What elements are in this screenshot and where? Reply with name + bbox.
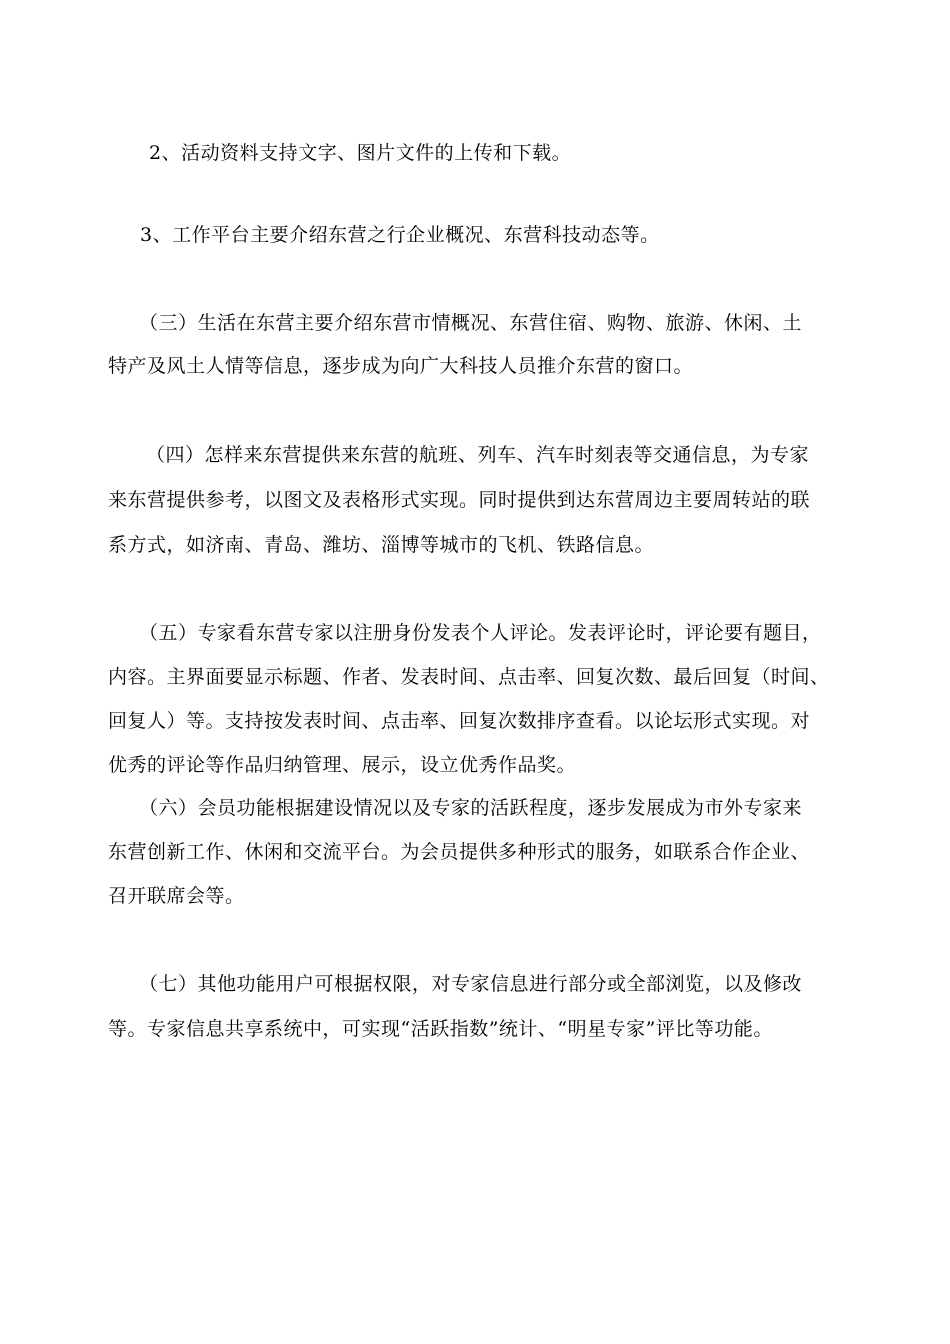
paragraph-4-line-1: （四）怎样来东营提供来东营的航班、列车、汽车时刻表等交通信息，为专家 [146, 444, 810, 466]
paragraph-6-line-2: 东营创新工作、休闲和交流平台。为会员提供多种形式的服务，如联系合作企业、 [108, 841, 811, 863]
paragraph-6-line-1: （六）会员功能根据建设情况以及专家的活跃程度，逐步发展成为市外专家来 [139, 797, 803, 819]
paragraph-3-line-2: 特产及风土人情等信息，逐步成为向广大科技人员推介东营的窗口。 [108, 355, 694, 377]
paragraph-5-line-4: 优秀的评论等作品归纳管理、展示，设立优秀作品奖。 [108, 754, 577, 776]
paragraph-1-line-1: 2、活动资料支持文字、图片文件的上传和下载。 [149, 142, 572, 164]
paragraph-4-line-3: 系方式，如济南、青岛、潍坊、淄博等城市的飞机、铁路信息。 [108, 534, 655, 556]
paragraph-5-line-3: 回复人）等。支持按发表时间、点击率、回复次数排序查看。以论坛形式实现。对 [108, 710, 811, 732]
paragraph-3-line-1: （三）生活在东营主要介绍东营市情概况、东营住宿、购物、旅游、休闲、土 [139, 312, 803, 334]
paragraph-5-line-1: （五）专家看东营专家以注册身份发表个人评论。发表评论时，评论要有题目， [139, 622, 822, 644]
paragraph-2-line-1: 3、工作平台主要介绍东营之行企业概况、东营科技动态等。 [140, 224, 660, 246]
paragraph-7-line-1: （七）其他功能用户可根据权限，对专家信息进行部分或全部浏览，以及修改 [139, 973, 803, 995]
paragraph-6-line-3: 召开联席会等。 [108, 885, 245, 907]
paragraph-5-line-2: 内容。主界面要显示标题、作者、发表时间、点击率、回复次数、最后回复（时间、 [108, 666, 830, 688]
paragraph-7-line-2: 等。专家信息共享系统中，可实现“活跃指数”统计、“明星专家”评比等功能。 [108, 1018, 773, 1040]
paragraph-4-line-2: 来东营提供参考，以图文及表格形式实现。同时提供到达东营周边主要周转站的联 [108, 489, 811, 511]
